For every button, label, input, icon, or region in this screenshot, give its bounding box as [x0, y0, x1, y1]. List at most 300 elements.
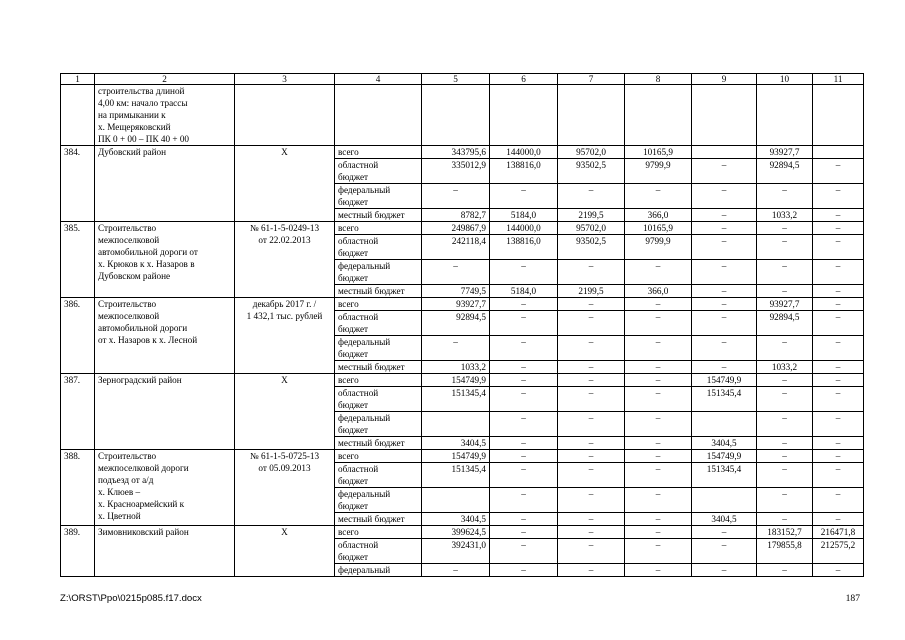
value-cell: – [813, 235, 864, 260]
value-cell: – [757, 374, 813, 387]
value-cell: – [757, 412, 813, 437]
name-line: межпоселковой [98, 311, 160, 321]
value-cell: 392431,0 [422, 539, 490, 564]
value-cell [422, 412, 490, 437]
value-cell: – [692, 285, 757, 298]
doc-cell [235, 85, 335, 146]
value-cell: 9799,9 [625, 159, 692, 184]
value-cell: – [813, 412, 864, 437]
value-cell: – [813, 298, 864, 311]
value-cell: 154749,9 [422, 374, 490, 387]
value-cell: – [692, 336, 757, 361]
name-line: Зимовниковский район [98, 527, 189, 537]
funding-source-cell [335, 387, 422, 412]
source-cell [335, 85, 422, 146]
value-cell: – [625, 437, 692, 450]
doc-line: Х [281, 375, 288, 385]
value-cell: – [692, 209, 757, 222]
value-cell: – [625, 311, 692, 336]
doc-line: № 61-1-5-0249-13 [249, 223, 320, 233]
value-cell: – [490, 539, 558, 564]
value-cell: 93502,5 [558, 235, 625, 260]
name-line: х. Мещеряковский [98, 122, 171, 132]
header-cell: 10 [757, 74, 813, 85]
value-cell: 93927,7 [757, 146, 813, 159]
value-cell [757, 85, 813, 146]
value-cell: 93502,5 [558, 159, 625, 184]
value-cell: 5184,0 [490, 285, 558, 298]
object-name-cell [95, 298, 235, 374]
value-cell: – [757, 222, 813, 235]
value-cell: 7749,5 [422, 285, 490, 298]
funding-source-line: бюджет [338, 552, 369, 562]
value-cell: – [813, 361, 864, 374]
value-cell: – [558, 336, 625, 361]
funding-source-cell [335, 311, 422, 336]
funding-source-line: всего [338, 299, 359, 309]
value-cell: – [757, 513, 813, 526]
value-cell: – [813, 488, 864, 513]
value-cell: – [757, 260, 813, 285]
value-cell: – [490, 298, 558, 311]
funding-source-line: местный бюджет [338, 362, 405, 372]
funding-source-line: всего [338, 527, 359, 537]
value-cell: – [625, 412, 692, 437]
value-cell: 138816,0 [490, 235, 558, 260]
value-cell: – [813, 311, 864, 336]
value-cell: – [625, 374, 692, 387]
doc-cell [235, 298, 335, 374]
funding-source-line: областной [338, 388, 379, 398]
doc-line: от 22.02.2013 [258, 235, 311, 245]
value-cell: 93927,7 [422, 298, 490, 311]
funding-source-cell [335, 209, 422, 222]
funding-source-line: федеральный [338, 565, 391, 575]
object-name-cell [95, 85, 235, 146]
value-cell: – [757, 184, 813, 209]
value-cell: – [757, 488, 813, 513]
value-cell: 3404,5 [692, 437, 757, 450]
funding-source-line: местный бюджет [338, 514, 405, 524]
object-name-cell [95, 374, 235, 450]
doc-line: от 05.09.2013 [258, 463, 311, 473]
funding-source-line: всего [338, 451, 359, 461]
value-cell: – [813, 159, 864, 184]
value-cell: – [558, 437, 625, 450]
value-cell: 3404,5 [422, 437, 490, 450]
name-line: х. Крюков к х. Назаров в [98, 259, 195, 269]
doc-line: № 61-1-5-0725-13 [249, 451, 320, 461]
value-cell: – [490, 526, 558, 539]
value-cell: – [422, 260, 490, 285]
object-name-cell [95, 526, 235, 577]
value-cell [692, 412, 757, 437]
funding-source-line: бюджет [338, 172, 369, 182]
value-cell: – [490, 311, 558, 336]
value-cell: 93927,7 [757, 298, 813, 311]
value-cell: – [813, 184, 864, 209]
value-cell: 366,0 [625, 209, 692, 222]
name-line: на примыкании к [98, 110, 166, 120]
name-line: х. Красноармейский к [98, 499, 185, 509]
value-cell: – [757, 437, 813, 450]
value-cell: – [813, 374, 864, 387]
value-cell: – [757, 387, 813, 412]
value-cell: 151345,4 [692, 463, 757, 488]
value-cell: – [490, 361, 558, 374]
value-cell: 3404,5 [692, 513, 757, 526]
object-name-cell [95, 146, 235, 222]
funding-source-line: всего [338, 147, 359, 157]
funding-source-cell [335, 336, 422, 361]
name-line: строительства длиной [98, 86, 185, 96]
table-row [61, 450, 864, 463]
value-cell: – [692, 564, 757, 577]
value-cell: 10165,9 [625, 222, 692, 235]
name-line: от х. Назаров к х. Лесной [98, 335, 198, 345]
value-cell: – [692, 159, 757, 184]
value-cell [490, 85, 558, 146]
value-cell: 138816,0 [490, 159, 558, 184]
value-cell: – [625, 298, 692, 311]
name-line: подъезд от а/д [98, 475, 154, 485]
value-cell: – [813, 513, 864, 526]
value-cell: – [422, 336, 490, 361]
header-cell: 4 [335, 74, 422, 85]
funding-source-line: бюджет [338, 324, 369, 334]
value-cell: – [558, 311, 625, 336]
doc-cell [235, 450, 335, 526]
funding-source-line: федеральный [338, 489, 391, 499]
value-cell: – [813, 285, 864, 298]
budget-table [60, 73, 864, 577]
table-row [61, 374, 864, 387]
value-cell: – [692, 298, 757, 311]
name-line: х. Цветной [98, 511, 141, 521]
value-cell: 154749,9 [422, 450, 490, 463]
value-cell: – [757, 285, 813, 298]
value-cell: – [558, 374, 625, 387]
funding-source-line: местный бюджет [338, 438, 405, 448]
value-cell: 154749,9 [692, 450, 757, 463]
table-row [61, 146, 864, 159]
value-cell: – [558, 450, 625, 463]
doc-cell [235, 146, 335, 222]
value-cell: – [558, 184, 625, 209]
value-cell: – [625, 564, 692, 577]
value-cell: – [813, 564, 864, 577]
value-cell: – [558, 387, 625, 412]
value-cell: – [757, 450, 813, 463]
name-line: Строительство [98, 451, 157, 461]
row-number-cell: 388. [61, 450, 95, 526]
funding-source-line: бюджет [338, 349, 369, 359]
funding-source-cell [335, 463, 422, 488]
value-cell: – [490, 450, 558, 463]
funding-source-cell [335, 285, 422, 298]
value-cell: – [692, 361, 757, 374]
footer-file-path: Z:\ORST\Ppo\0215p085.f17.docx [60, 593, 202, 604]
value-cell: – [625, 260, 692, 285]
value-cell: 144000,0 [490, 146, 558, 159]
value-cell: – [625, 526, 692, 539]
name-line: межпоселковой дороги [98, 463, 189, 473]
value-cell: 3404,5 [422, 513, 490, 526]
funding-source-cell [335, 222, 422, 235]
table-row [61, 526, 864, 539]
funding-source-cell [335, 235, 422, 260]
funding-source-cell [335, 488, 422, 513]
funding-source-cell [335, 539, 422, 564]
funding-source-cell [335, 146, 422, 159]
funding-source-line: федеральный [338, 261, 391, 271]
value-cell: – [490, 513, 558, 526]
value-cell: – [558, 539, 625, 564]
funding-source-line: местный бюджет [338, 210, 405, 220]
value-cell: – [558, 488, 625, 513]
funding-source-cell [335, 184, 422, 209]
funding-source-line: бюджет [338, 197, 369, 207]
value-cell: – [813, 222, 864, 235]
value-cell: 5184,0 [490, 209, 558, 222]
header-cell: 7 [558, 74, 625, 85]
funding-source-line: бюджет [338, 476, 369, 486]
value-cell: – [490, 463, 558, 488]
value-cell: – [625, 463, 692, 488]
value-cell [692, 85, 757, 146]
value-cell: 183152,7 [757, 526, 813, 539]
value-cell: – [490, 412, 558, 437]
page-number: 187 [845, 593, 860, 604]
value-cell: – [692, 311, 757, 336]
value-cell: 249867,9 [422, 222, 490, 235]
value-cell: 10165,9 [625, 146, 692, 159]
name-line: Зерноградский район [98, 375, 182, 385]
funding-source-cell [335, 564, 422, 577]
value-cell [692, 488, 757, 513]
header-cell: 11 [813, 74, 864, 85]
value-cell: – [490, 387, 558, 412]
header-cell: 3 [235, 74, 335, 85]
name-line: Строительство [98, 223, 157, 233]
value-cell: 92894,5 [422, 311, 490, 336]
value-cell: – [625, 184, 692, 209]
value-cell [813, 85, 864, 146]
name-line: межпоселковой [98, 235, 160, 245]
value-cell: – [813, 450, 864, 463]
value-cell: 216471,8 [813, 526, 864, 539]
funding-source-cell [335, 526, 422, 539]
value-cell: 179855,8 [757, 539, 813, 564]
value-cell: 154749,9 [692, 374, 757, 387]
doc-line: Х [281, 147, 288, 157]
funding-source-line: всего [338, 375, 359, 385]
funding-source-line: федеральный [338, 413, 391, 423]
value-cell [625, 85, 692, 146]
value-cell: – [692, 539, 757, 564]
doc-line: Х [281, 527, 288, 537]
value-cell: – [692, 260, 757, 285]
name-line: 4,00 км: начало трассы [98, 98, 188, 108]
funding-source-line: всего [338, 223, 359, 233]
value-cell: – [813, 387, 864, 412]
value-cell: – [813, 437, 864, 450]
value-cell: 1033,2 [422, 361, 490, 374]
value-cell: – [757, 463, 813, 488]
value-cell: 144000,0 [490, 222, 558, 235]
doc-line: декабрь 2017 г. / [252, 299, 317, 309]
funding-source-cell [335, 260, 422, 285]
value-cell: 1033,2 [757, 209, 813, 222]
value-cell: – [625, 539, 692, 564]
value-cell: – [490, 260, 558, 285]
value-cell: 2199,5 [558, 285, 625, 298]
value-cell: 2199,5 [558, 209, 625, 222]
value-cell: – [692, 222, 757, 235]
name-line: автомобильной дороги [98, 323, 188, 333]
funding-source-line: местный бюджет [338, 286, 405, 296]
value-cell [422, 85, 490, 146]
funding-source-line: областной [338, 464, 379, 474]
value-cell: – [813, 260, 864, 285]
value-cell: – [625, 513, 692, 526]
continuation-row [61, 85, 864, 146]
funding-source-cell [335, 298, 422, 311]
value-cell: – [757, 564, 813, 577]
name-line: х. Клюев – [98, 487, 141, 497]
row-number-cell: 384. [61, 146, 95, 222]
value-cell: – [625, 336, 692, 361]
funding-source-line: областной [338, 540, 379, 550]
name-line: автомобильной дороги от [98, 247, 198, 257]
value-cell: – [558, 463, 625, 488]
row-number-cell: 386. [61, 298, 95, 374]
value-cell: 212575,2 [813, 539, 864, 564]
value-cell: 92894,5 [757, 159, 813, 184]
value-cell [558, 85, 625, 146]
header-cell: 9 [692, 74, 757, 85]
value-cell: – [692, 235, 757, 260]
funding-source-cell [335, 361, 422, 374]
doc-cell [235, 526, 335, 577]
funding-source-line: бюджет [338, 248, 369, 258]
header-cell: 1 [61, 74, 95, 85]
value-cell: – [422, 184, 490, 209]
funding-source-cell [335, 159, 422, 184]
value-cell: – [558, 298, 625, 311]
value-cell: – [757, 336, 813, 361]
funding-source-cell [335, 374, 422, 387]
value-cell [813, 146, 864, 159]
value-cell: 151345,4 [422, 387, 490, 412]
table-row [61, 298, 864, 311]
name-line: Дубовском районе [98, 271, 171, 281]
value-cell: – [625, 488, 692, 513]
doc-cell [235, 222, 335, 298]
funding-source-line: бюджет [338, 425, 369, 435]
value-cell: 343795,6 [422, 146, 490, 159]
value-cell: – [625, 361, 692, 374]
row-number-cell: 389. [61, 526, 95, 577]
funding-source-line: областной [338, 236, 379, 246]
value-cell: – [625, 387, 692, 412]
value-cell: – [757, 235, 813, 260]
funding-source-cell [335, 513, 422, 526]
value-cell: 9799,9 [625, 235, 692, 260]
header-cell: 8 [625, 74, 692, 85]
value-cell: – [558, 564, 625, 577]
value-cell [422, 488, 490, 513]
funding-source-line: федеральный [338, 337, 391, 347]
funding-source-cell [335, 450, 422, 463]
value-cell: 335012,9 [422, 159, 490, 184]
value-cell: – [490, 374, 558, 387]
value-cell: – [490, 336, 558, 361]
value-cell: 366,0 [625, 285, 692, 298]
table-row [61, 222, 864, 235]
value-cell: 8782,7 [422, 209, 490, 222]
doc-line: 1 432,1 тыс. рублей [246, 311, 323, 321]
name-line: ПК 0 + 00 – ПК 40 + 00 [98, 134, 190, 144]
value-cell: – [558, 513, 625, 526]
value-cell: – [813, 209, 864, 222]
row-number-cell: 385. [61, 222, 95, 298]
header-row [61, 74, 864, 85]
value-cell: 1033,2 [757, 361, 813, 374]
value-cell: 92894,5 [757, 311, 813, 336]
value-cell: – [558, 260, 625, 285]
object-name-cell [95, 450, 235, 526]
value-cell: 151345,4 [692, 387, 757, 412]
value-cell: – [490, 488, 558, 513]
value-cell: – [692, 526, 757, 539]
value-cell: 399624,5 [422, 526, 490, 539]
value-cell: 242118,4 [422, 235, 490, 260]
object-name-cell [95, 222, 235, 298]
funding-source-line: областной [338, 312, 379, 322]
funding-source-line: федеральный [338, 185, 391, 195]
header-cell: 6 [490, 74, 558, 85]
value-cell: – [490, 184, 558, 209]
funding-source-line: бюджет [338, 400, 369, 410]
funding-source-cell [335, 437, 422, 450]
value-cell: – [490, 564, 558, 577]
value-cell: – [558, 412, 625, 437]
value-cell: – [813, 336, 864, 361]
funding-source-line: областной [338, 160, 379, 170]
name-line: Дубовский район [98, 147, 167, 157]
value-cell: – [558, 526, 625, 539]
funding-source-cell [335, 412, 422, 437]
funding-source-line: бюджет [338, 273, 369, 283]
row-number-cell [61, 85, 95, 146]
value-cell: – [490, 437, 558, 450]
value-cell: 95702,0 [558, 222, 625, 235]
row-number-cell: 387. [61, 374, 95, 450]
value-cell: – [692, 184, 757, 209]
header-cell: 5 [422, 74, 490, 85]
value-cell [692, 146, 757, 159]
value-cell: – [625, 450, 692, 463]
value-cell: 95702,0 [558, 146, 625, 159]
value-cell: – [813, 463, 864, 488]
value-cell: – [422, 564, 490, 577]
value-cell: 151345,4 [422, 463, 490, 488]
name-line: Строительство [98, 299, 157, 309]
doc-cell [235, 374, 335, 450]
value-cell: – [558, 361, 625, 374]
header-cell: 2 [95, 74, 235, 85]
